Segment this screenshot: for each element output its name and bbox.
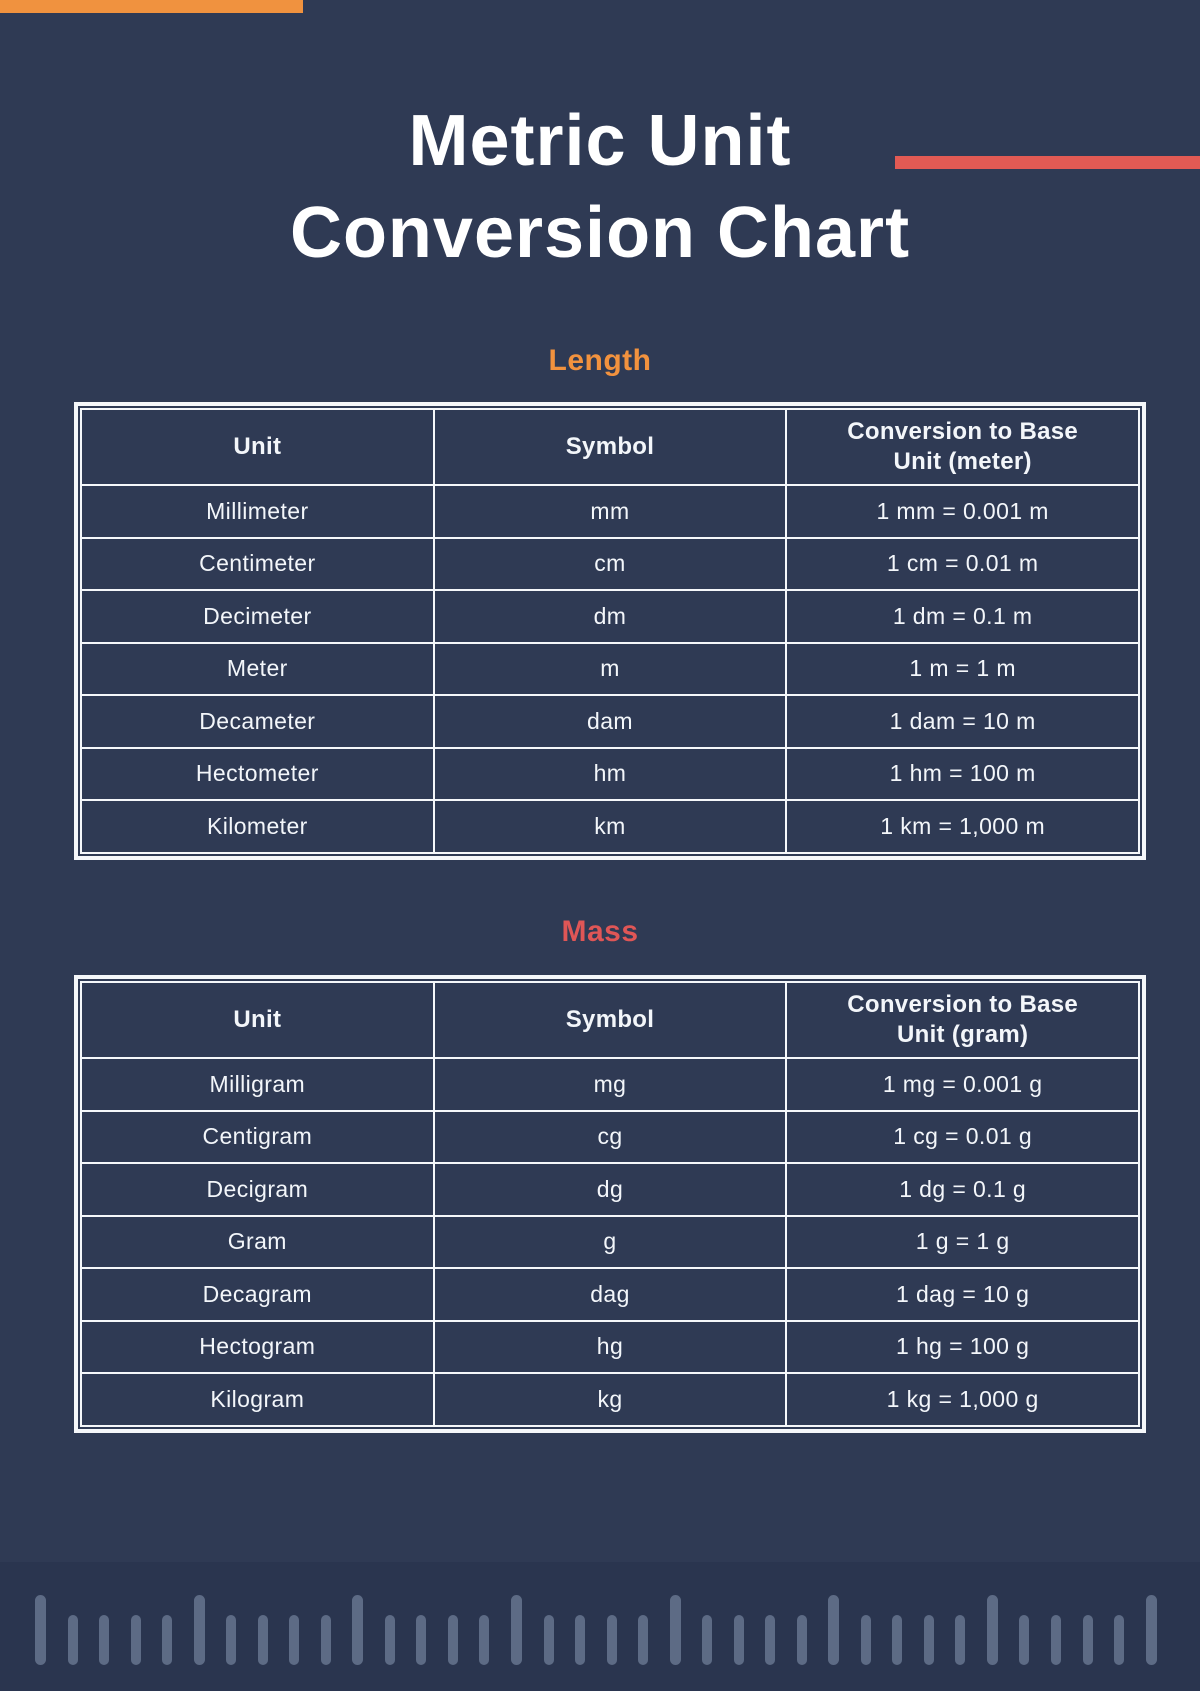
- ruler-tick: [385, 1615, 395, 1665]
- unit-cell: Meter: [81, 643, 434, 696]
- symbol-cell: hg: [434, 1321, 787, 1374]
- unit-cell: Decagram: [81, 1268, 434, 1321]
- ruler-tick: [99, 1615, 109, 1665]
- conversion-cell: 1 km = 1,000 m: [786, 800, 1139, 853]
- conversion-cell: 1 dag = 10 g: [786, 1268, 1139, 1321]
- table-row: [81, 1111, 1139, 1164]
- unit-cell: Kilogram: [81, 1373, 434, 1426]
- conversion-cell: 1 dam = 10 m: [786, 695, 1139, 748]
- ruler-tick: [765, 1615, 775, 1665]
- unit-cell: Millimeter: [81, 485, 434, 538]
- ruler-tick: [734, 1615, 744, 1665]
- mass-table: [74, 975, 1146, 1433]
- conversion-cell: 1 hg = 100 g: [786, 1321, 1139, 1374]
- ruler-tick: [511, 1595, 522, 1665]
- section-label-length: Length: [548, 344, 652, 377]
- ruler-tick: [544, 1615, 554, 1665]
- symbol-cell: kg: [434, 1373, 787, 1426]
- unit-cell: Decameter: [81, 695, 434, 748]
- ruler-tick: [797, 1615, 807, 1665]
- unit-cell: Centigram: [81, 1111, 434, 1164]
- ruler-tick: [162, 1615, 172, 1665]
- conversion-cell: 1 mg = 0.001 g: [786, 1058, 1139, 1111]
- ruler-tick: [131, 1615, 141, 1665]
- conversion-cell: 1 dm = 0.1 m: [786, 590, 1139, 643]
- table-row: [81, 1321, 1139, 1374]
- ruler-tick: [955, 1615, 965, 1665]
- table-row: [81, 1216, 1139, 1269]
- unit-cell: Hectometer: [81, 748, 434, 801]
- length-header-symbol: Symbol: [434, 409, 787, 485]
- table-row: [81, 590, 1139, 643]
- ruler-tick: [258, 1615, 268, 1665]
- length-header-unit: Unit: [81, 409, 434, 485]
- ruler-tick: [575, 1615, 585, 1665]
- unit-cell: Gram: [81, 1216, 434, 1269]
- symbol-cell: mg: [434, 1058, 787, 1111]
- unit-cell: Decigram: [81, 1163, 434, 1216]
- symbol-cell: km: [434, 800, 787, 853]
- conversion-cell: 1 hm = 100 m: [786, 748, 1139, 801]
- ruler-tick: [924, 1615, 934, 1665]
- symbol-cell: dg: [434, 1163, 787, 1216]
- table-row: [81, 1268, 1139, 1321]
- conversion-cell: 1 kg = 1,000 g: [786, 1373, 1139, 1426]
- table-row: [81, 748, 1139, 801]
- page-title-line2: Conversion Chart: [289, 193, 911, 273]
- page-title: [0, 95, 1200, 279]
- ruler-tick: [68, 1615, 78, 1665]
- ruler-tick: [321, 1615, 331, 1665]
- ruler-tick: [416, 1615, 426, 1665]
- ruler-tick: [987, 1595, 998, 1665]
- ruler-tick: [448, 1615, 458, 1665]
- symbol-cell: dag: [434, 1268, 787, 1321]
- symbol-cell: cg: [434, 1111, 787, 1164]
- conversion-cell: 1 m = 1 m: [786, 643, 1139, 696]
- symbol-cell: cm: [434, 538, 787, 591]
- unit-cell: Decimeter: [81, 590, 434, 643]
- table-row: [81, 538, 1139, 591]
- conversion-cell: 1 cm = 0.01 m: [786, 538, 1139, 591]
- table-row: [81, 1163, 1139, 1216]
- ruler-tick: [670, 1595, 681, 1665]
- table-row: [81, 1058, 1139, 1111]
- mass-header-unit: Unit: [81, 982, 434, 1058]
- ruler-tick: [1083, 1615, 1093, 1665]
- section-label-mass: Mass: [561, 915, 639, 948]
- table-row: [81, 643, 1139, 696]
- ruler-tick: [352, 1595, 363, 1665]
- symbol-cell: m: [434, 643, 787, 696]
- symbol-cell: dam: [434, 695, 787, 748]
- unit-cell: Centimeter: [81, 538, 434, 591]
- ruler-tick: [289, 1615, 299, 1665]
- ruler-tick: [828, 1595, 839, 1665]
- conversion-cell: 1 dg = 0.1 g: [786, 1163, 1139, 1216]
- mass-header-symbol: Symbol: [434, 982, 787, 1058]
- ruler-tick: [35, 1595, 46, 1665]
- ruler-band: [0, 1562, 1200, 1691]
- length-table: [74, 402, 1146, 860]
- table-row: [81, 695, 1139, 748]
- length-header-row: [81, 409, 1139, 485]
- accent-bar-left: [0, 0, 303, 13]
- mass-header-row: [81, 982, 1139, 1058]
- ruler-tick: [702, 1615, 712, 1665]
- symbol-cell: g: [434, 1216, 787, 1269]
- ruler-ticks: [35, 1595, 1157, 1665]
- mass-header-conversion: Conversion to Base Unit (gram): [786, 982, 1139, 1058]
- unit-cell: Kilometer: [81, 800, 434, 853]
- ruler-tick: [638, 1615, 648, 1665]
- conversion-cell: 1 g = 1 g: [786, 1216, 1139, 1269]
- table-row: [81, 1373, 1139, 1426]
- ruler-tick: [861, 1615, 871, 1665]
- ruler-tick: [1146, 1595, 1157, 1665]
- table-row: [81, 800, 1139, 853]
- symbol-cell: dm: [434, 590, 787, 643]
- conversion-cell: 1 cg = 0.01 g: [786, 1111, 1139, 1164]
- ruler-tick: [607, 1615, 617, 1665]
- ruler-tick: [479, 1615, 489, 1665]
- page-title-line1: Metric Unit: [408, 101, 792, 181]
- ruler-tick: [1051, 1615, 1061, 1665]
- ruler-tick: [1114, 1615, 1124, 1665]
- symbol-cell: mm: [434, 485, 787, 538]
- length-header-conversion: Conversion to Base Unit (meter): [786, 409, 1139, 485]
- conversion-cell: 1 mm = 0.001 m: [786, 485, 1139, 538]
- unit-cell: Milligram: [81, 1058, 434, 1111]
- ruler-tick: [194, 1595, 205, 1665]
- ruler-tick: [226, 1615, 236, 1665]
- unit-cell: Hectogram: [81, 1321, 434, 1374]
- ruler-tick: [892, 1615, 902, 1665]
- symbol-cell: hm: [434, 748, 787, 801]
- ruler-tick: [1019, 1615, 1029, 1665]
- table-row: [81, 485, 1139, 538]
